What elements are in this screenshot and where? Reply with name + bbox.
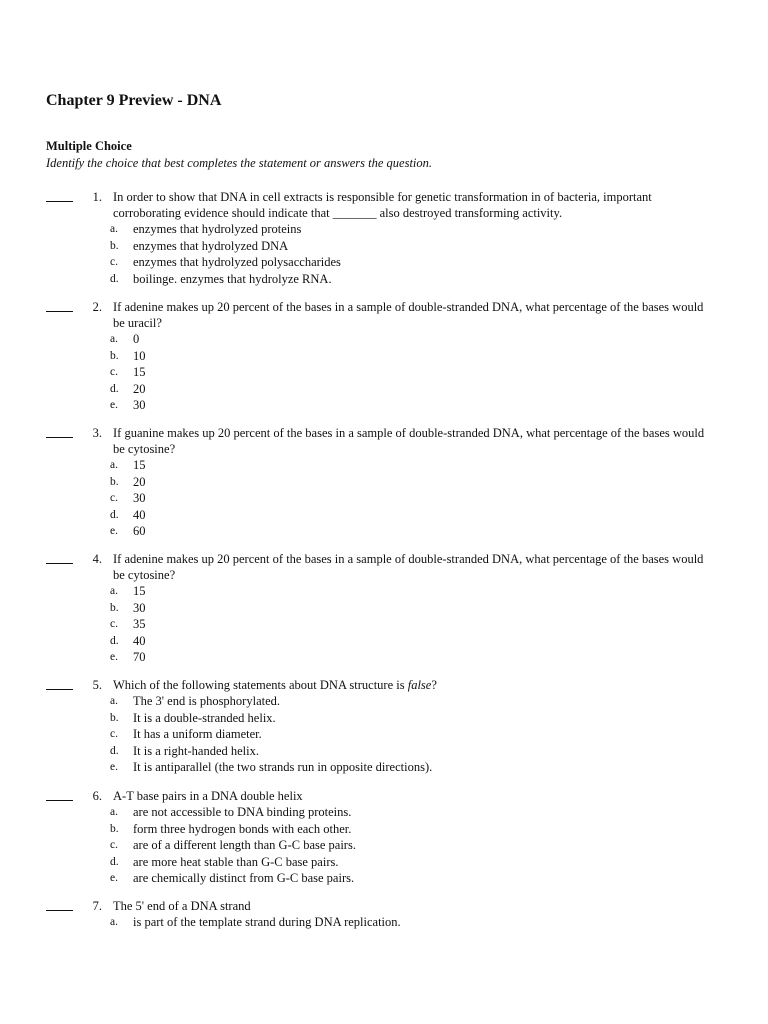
choice-letter: a. (110, 333, 118, 345)
choice-text: 15 (133, 584, 146, 598)
question-number: 3. (92, 426, 102, 440)
choice-letter: a. (110, 459, 118, 471)
question-number: 2. (92, 300, 102, 314)
choice-text: 30 (133, 491, 146, 505)
choice-letter: e. (110, 399, 118, 411)
question-text: The 5' end of a DNA strand (113, 899, 251, 913)
answer-blank[interactable] (46, 425, 73, 438)
choice-b[interactable] (110, 600, 670, 617)
choice-letter: a. (110, 585, 118, 597)
choice-text: It is a double-stranded helix. (133, 710, 276, 725)
choice-letter: c. (110, 839, 118, 851)
answer-blank[interactable] (46, 551, 73, 564)
choice-text: enzymes that hydrolyzed polysaccharides (133, 255, 341, 269)
question-number: 5. (92, 678, 102, 692)
choice-c[interactable] (110, 254, 670, 271)
choice-text: It has a uniform diameter. (133, 727, 262, 741)
choice-letter: b. (110, 239, 119, 252)
answer-blank[interactable] (46, 189, 73, 202)
choice-text: 20 (133, 474, 146, 489)
choice-text: 15 (133, 365, 146, 379)
choice-text: It is a right-handed helix. (133, 743, 260, 758)
choice-b[interactable] (110, 238, 670, 255)
choice-d[interactable] (110, 271, 670, 288)
choice-list (110, 693, 670, 776)
choice-e[interactable] (110, 759, 670, 776)
choice-text: 0 (133, 332, 140, 346)
choice-letter: b. (110, 822, 119, 835)
question-text: If adenine makes up 20 percent of the bases in a sample of double-stranded DNA, what percentage of the bases would be uracil? (113, 300, 704, 331)
choice-a[interactable] (110, 583, 670, 600)
choice-letter: e. (110, 761, 118, 773)
answer-blank[interactable] (46, 677, 73, 690)
choice-c[interactable] (110, 726, 670, 743)
choice-a[interactable] (110, 914, 670, 931)
choice-text: boilinge. enzymes that hydrolyze RNA. (133, 271, 332, 286)
choice-letter: e. (110, 525, 118, 537)
choice-list (110, 583, 670, 666)
choice-letter: c. (110, 728, 118, 740)
choice-letter: d. (110, 508, 119, 521)
choice-text: are chemically distinct from G-C base pairs. (133, 871, 355, 885)
choice-b[interactable] (110, 821, 670, 838)
choice-letter: d. (110, 382, 119, 395)
choice-text: 10 (133, 348, 146, 363)
choice-d[interactable] (110, 507, 670, 524)
choice-letter: b. (110, 711, 119, 724)
choice-letter: c. (110, 618, 118, 630)
choice-text: 30 (133, 600, 146, 615)
choice-b[interactable] (110, 710, 670, 727)
question-text: If guanine makes up 20 percent of the bases in a sample of double-stranded DNA, what percentage of the bases would be cytosine? (113, 426, 705, 457)
choice-text: are of a different length than G-C base pairs. (133, 838, 356, 852)
choice-b[interactable] (110, 474, 670, 491)
choice-text: 40 (133, 507, 146, 522)
question-text-emphasis: false (407, 678, 432, 692)
question-number: 7. (92, 899, 102, 913)
question-text-after: ? (431, 678, 437, 692)
choice-letter: e. (110, 872, 118, 884)
choice-letter: b. (110, 349, 119, 362)
choice-letter: e. (110, 651, 118, 663)
choice-list (110, 804, 670, 887)
choice-d[interactable] (110, 381, 670, 398)
choice-letter: c. (110, 492, 118, 504)
choice-text: enzymes that hydrolyzed proteins (133, 222, 302, 236)
choice-letter: d. (110, 634, 119, 647)
choice-e[interactable] (110, 523, 670, 540)
choice-letter: d. (110, 855, 119, 868)
question-text (113, 677, 713, 693)
choice-c[interactable] (110, 837, 670, 854)
choice-text: 30 (133, 398, 146, 412)
choice-text: 40 (133, 633, 146, 648)
choice-text: are more heat stable than G-C base pairs. (133, 854, 339, 869)
choice-text: is part of the template strand during DNA replication. (133, 915, 401, 929)
choice-text: The 3' end is phosphorylated. (133, 694, 281, 708)
section-heading: Multiple Choice (46, 139, 132, 153)
choice-text: 70 (133, 650, 146, 664)
instructions: Identify the choice that best completes the statement or answers the question. (46, 156, 433, 170)
choice-letter: d. (110, 272, 119, 285)
question-number: 6. (92, 789, 102, 803)
choice-c[interactable] (110, 490, 670, 507)
question-number: 1. (92, 190, 102, 204)
question-text-before: Which of the following statements about DNA structure is (113, 678, 408, 692)
choice-letter: a. (110, 695, 118, 707)
choice-c[interactable] (110, 616, 670, 633)
question-number: 4. (92, 552, 102, 566)
choice-letter: a. (110, 806, 118, 818)
choice-d[interactable] (110, 633, 670, 650)
choice-text: It is antiparallel (the two strands run in opposite directions). (133, 760, 433, 774)
answer-blank[interactable] (46, 898, 73, 911)
choice-letter: d. (110, 744, 119, 757)
choice-c[interactable] (110, 364, 670, 381)
choice-text: form three hydrogen bonds with each other. (133, 821, 352, 836)
question-text: If adenine makes up 20 percent of the bases in a sample of double-stranded DNA, what percentage of the bases would be cytosine? (113, 552, 704, 583)
choice-text: enzymes that hydrolyzed DNA (133, 238, 289, 253)
choice-a[interactable] (110, 331, 670, 348)
choice-text: 35 (133, 617, 146, 631)
choice-text: are not accessible to DNA binding proteins. (133, 805, 352, 819)
choice-a[interactable] (110, 457, 670, 474)
choice-b[interactable] (110, 348, 670, 365)
answer-blank[interactable] (46, 788, 73, 801)
question-text: A-T base pairs in a DNA double helix (113, 789, 303, 803)
choice-letter: c. (110, 256, 118, 268)
choice-a[interactable] (110, 221, 670, 238)
choice-letter: c. (110, 366, 118, 378)
choice-d[interactable] (110, 854, 670, 871)
choice-e[interactable] (110, 649, 670, 666)
choice-e[interactable] (110, 870, 670, 887)
choice-text: 15 (133, 458, 146, 472)
choice-a[interactable] (110, 693, 670, 710)
choice-list (110, 457, 670, 540)
answer-blank[interactable] (46, 299, 73, 312)
page-title: Chapter 9 Preview - DNA (46, 92, 222, 109)
choice-text: 20 (133, 381, 146, 396)
choice-list (110, 331, 670, 414)
choice-text: 60 (133, 524, 146, 538)
choice-list (110, 221, 670, 287)
choice-d[interactable] (110, 743, 670, 760)
choice-e[interactable] (110, 397, 670, 414)
choice-letter: a. (110, 916, 118, 928)
choice-letter: b. (110, 601, 119, 614)
choice-letter: b. (110, 475, 119, 488)
choice-letter: a. (110, 223, 118, 235)
choice-list (110, 914, 670, 931)
choice-a[interactable] (110, 804, 670, 821)
question-text: In order to show that DNA in cell extracts is responsible for genetic transformation in of bacteria, important corroborating evidence should indicate that _______ also destroyed transforming activity. (113, 190, 652, 221)
